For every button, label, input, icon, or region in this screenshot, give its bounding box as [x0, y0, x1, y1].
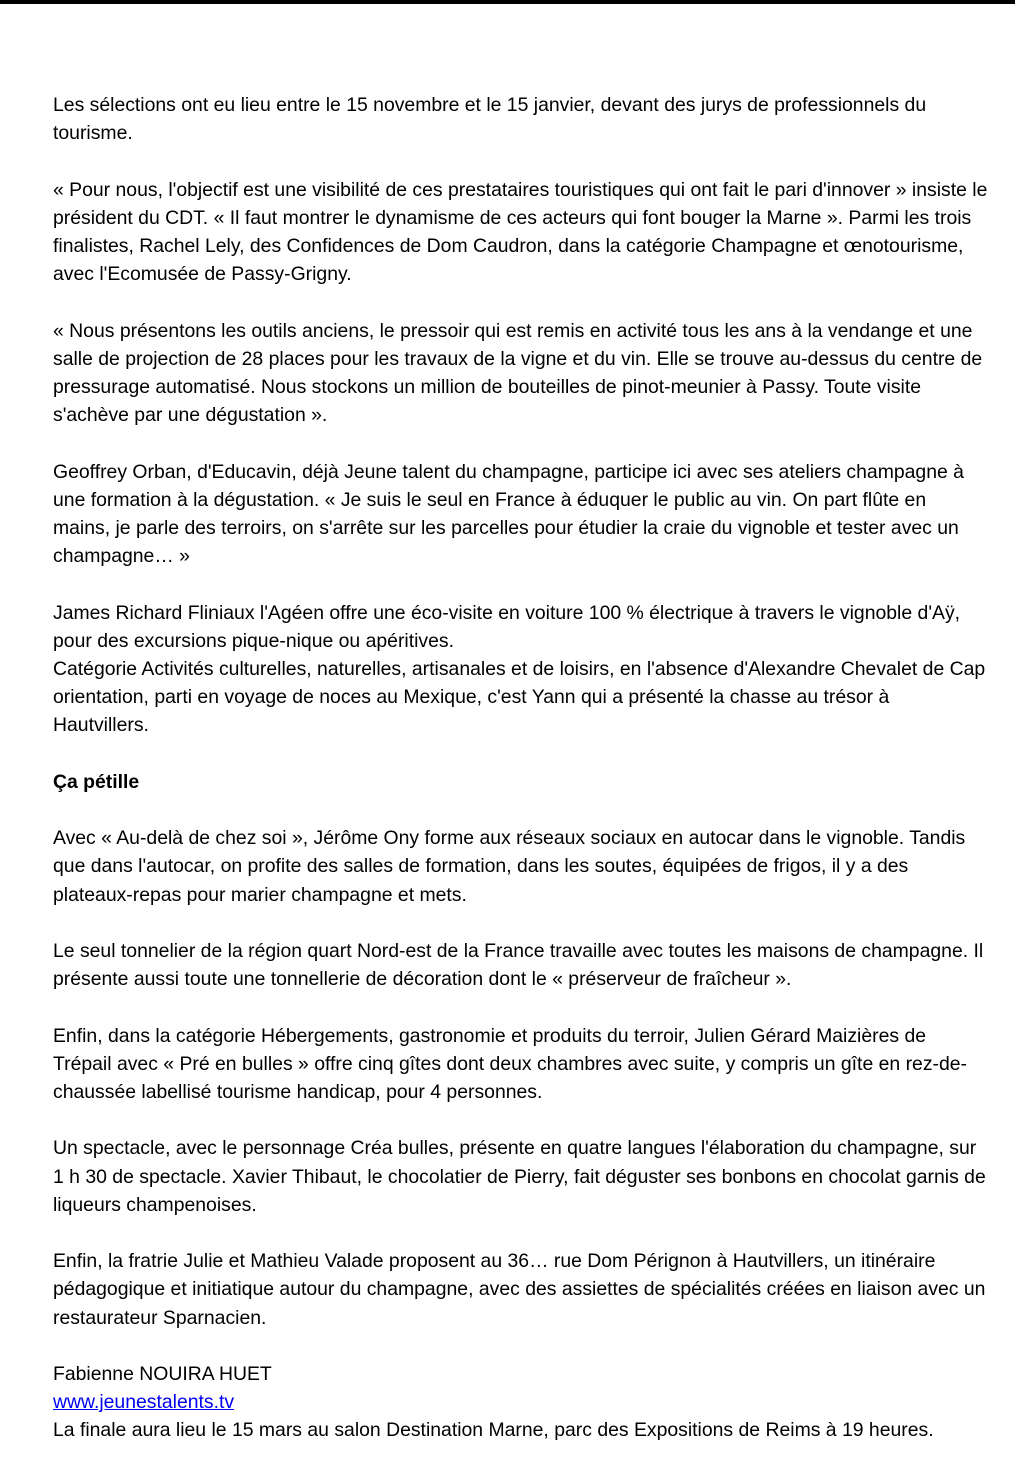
top-border-line [0, 0, 1015, 4]
signature-block [53, 1360, 988, 1445]
document-body [53, 91, 988, 1445]
paragraph-selections: Les sélections ont eu lieu entre le 15 novembre et le 15 janvier, devant des jurys de professionnels du tourisme. [53, 94, 927, 145]
paragraph-ecomusee-quote: « Nous présentons les outils anciens, le pressoir qui est remis en activité tous les ans à la vendange et une salle de projection de 28 places pour les travaux de la vigne et du vin. Elle se trouve au-dessus du centre de pressurage automatisé. Nous stockons un million de bouteilles de pinot-meunier à Passy. Toute visite s'achève par une dégustation ». [53, 319, 983, 427]
paragraph-spectacle: Un spectacle, avec le personnage Créa bulles, présente en quatre langues l'élaboration du champagne, sur 1 h 30 de spectacle. Xavier Thibaut, le chocolatier de Pierry, fait déguster ses bonbons en chocolat garnis de liqueurs champenoises. [53, 1137, 986, 1216]
paragraph-tonnelier: Le seul tonnelier de la région quart Nord-est de la France travaille avec toutes les maisons de champagne. Il présente aussi toute une tonnellerie de décoration dont le « préserveur de fraîcheur ». [53, 939, 984, 991]
paragraph-eco-visite-line-1: James Richard Fliniaux l'Agéen offre une éco-visite en voiture 100 % électrique à travers le vignoble d'Aÿ, pour des excursions pique-nique ou apéritives. [53, 601, 961, 652]
website-link[interactable]: www.jeunestalents.tv [53, 1391, 235, 1414]
paragraph-educavin: Geoffrey Orban, d'Educavin, déjà Jeune talent du champagne, participe ici avec ses ateliers champagne à une formation à la dégustation. « Je suis le seul en France à éduquer le public au vin. On part flûte en mains, je parle des terroirs, on s'arrête sur les parcelles pour étudier la craie du vignoble et tester avec un champagne… » [53, 460, 964, 568]
final-note: La finale aura lieu le 15 mars au salon Destination Marne, parc des Expositions de Reims à 19 heures. [53, 1419, 934, 1442]
paragraph-eco-visite-line-2: Catégorie Activités culturelles, naturelles, artisanales et de loisirs, en l'absence d'Alexandre Chevalet de Cap orientation, parti en voyage de noces au Mexique, c'est Yann qui a présenté la chasse au trésor à Hautvillers. [53, 658, 986, 737]
paragraph-hebergements: Enfin, dans la catégorie Hébergements, gastronomie et produits du terroir, Julien Gérard Maizières de Trépail avec « Pré en bulles » offre cinq gîtes dont deux chambres avec suite, y compris un gîte en rez-de-chaussée labellisé tourisme handicap, pour 4 personnes. [53, 1024, 967, 1103]
paragraph-visibility-quote: « Pour nous, l'objectif est une visibilité de ces prestataires touristiques qui ont fait le pari d'innover » insiste le président du CDT. « Il faut montrer le dynamisme de ces acteurs qui font bouger la Marne ». Parmi les trois finalistes, Rachel Lely, des Confidences de Dom Caudron, dans la catégorie Champagne et œnotourisme, avec l'Ecomusée de Passy-Grigny. [53, 178, 988, 286]
paragraph-eco-visite [53, 599, 988, 740]
paragraph-autocar: Avec « Au-delà de chez soi », Jérôme Ony forme aux réseaux sociaux en autocar dans le vignoble. Tandis que dans l'autocar, on profite des salles de formation, dans les soutes, équipées de frigos, il y a des plateaux-repas pour marier champagne et mets. [53, 827, 966, 906]
author-name: Fabienne NOUIRA HUET [53, 1362, 272, 1385]
subheading-ca-petille: Ça pétille [53, 770, 140, 793]
paragraph-fratrie-valade: Enfin, la fratrie Julie et Mathieu Valade proposent au 36… rue Dom Pérignon à Hautvillers, un itinéraire pédagogique et initiatique autour du champagne, avec des assiettes de spécialités créées en liaison avec un restaurateur Sparnacien. [53, 1250, 986, 1329]
